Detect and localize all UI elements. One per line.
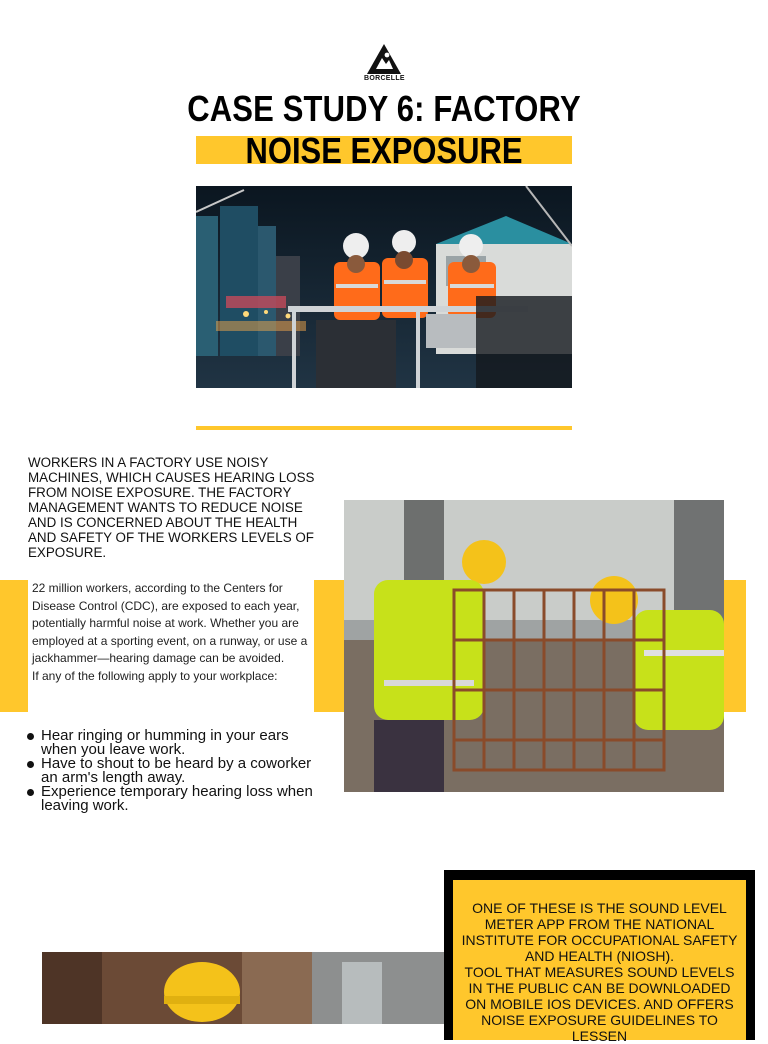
list-item xyxy=(24,729,324,757)
bullet-dot-icon xyxy=(27,789,34,796)
bullet-dot-icon xyxy=(27,733,34,740)
section-divider xyxy=(196,426,572,430)
page-title: CASE STUDY 6: FACTORY xyxy=(187,88,581,129)
page-subtitle: NOISE EXPOSURE xyxy=(245,130,523,171)
list-item-text: Experience temporary hearing loss when leaving work. xyxy=(41,783,313,814)
callout-text-block xyxy=(32,580,314,686)
info-box-text: ONE OF THESE IS THE SOUND LEVEL METER APP FROM THE NATIONAL INSTITUTE FOR OCCUPATIONAL SAFETY AND HEALTH (NIOSH). TOOL THAT MEASURES SOUND LEVELS IN THE PUBLIC CAN BE DOWNLOADED ON MOBILE IOS DEVICES. AND OFFERS NOISE EXPOSURE GUIDELINES TO LESSEN xyxy=(461,900,738,1044)
brand-name: BORCELLE xyxy=(364,75,405,82)
list-item-text: Have to shout to be heard by a coworker an arm's length away. xyxy=(41,755,312,786)
hero-photo-workers xyxy=(196,186,572,388)
list-item xyxy=(24,785,324,813)
list-item-text: Hear ringing or humming in your ears when you leave work. xyxy=(41,727,289,758)
symptom-list xyxy=(24,729,324,813)
worker-photo xyxy=(42,952,444,1024)
list-item xyxy=(24,757,324,785)
bullet-dot-icon xyxy=(27,761,34,768)
brand-logo xyxy=(364,44,404,86)
callout-paragraph: 22 million workers, according to the Centers for Disease Control (CDC), are exposed to each year, potentially harmful noise at work. Whether you are employed at a sporting event, on a runway, or use a jackhammer—hearing damage can be avoided. xyxy=(32,581,308,666)
callout-lead: If any of the following apply to your workplace: xyxy=(32,668,278,683)
intro-paragraph: WORKERS IN A FACTORY USE NOISY MACHINES, WHICH CAUSES HEARING LOSS FROM NOISE EXPOSURE. THE FACTORY MANAGEMENT WANTS TO REDUCE NOISE AND IS CONCERNED ABOUT THE HEALTH AND SAFETY OF THE WORKERS LEVELS OF EXPOSURE. xyxy=(28,455,315,560)
borcelle-logo-icon xyxy=(367,44,401,74)
photo-accent-left xyxy=(314,580,346,712)
callout-accent-bar xyxy=(0,580,28,712)
photo-accent-right xyxy=(722,580,746,712)
construction-photo xyxy=(344,500,724,792)
